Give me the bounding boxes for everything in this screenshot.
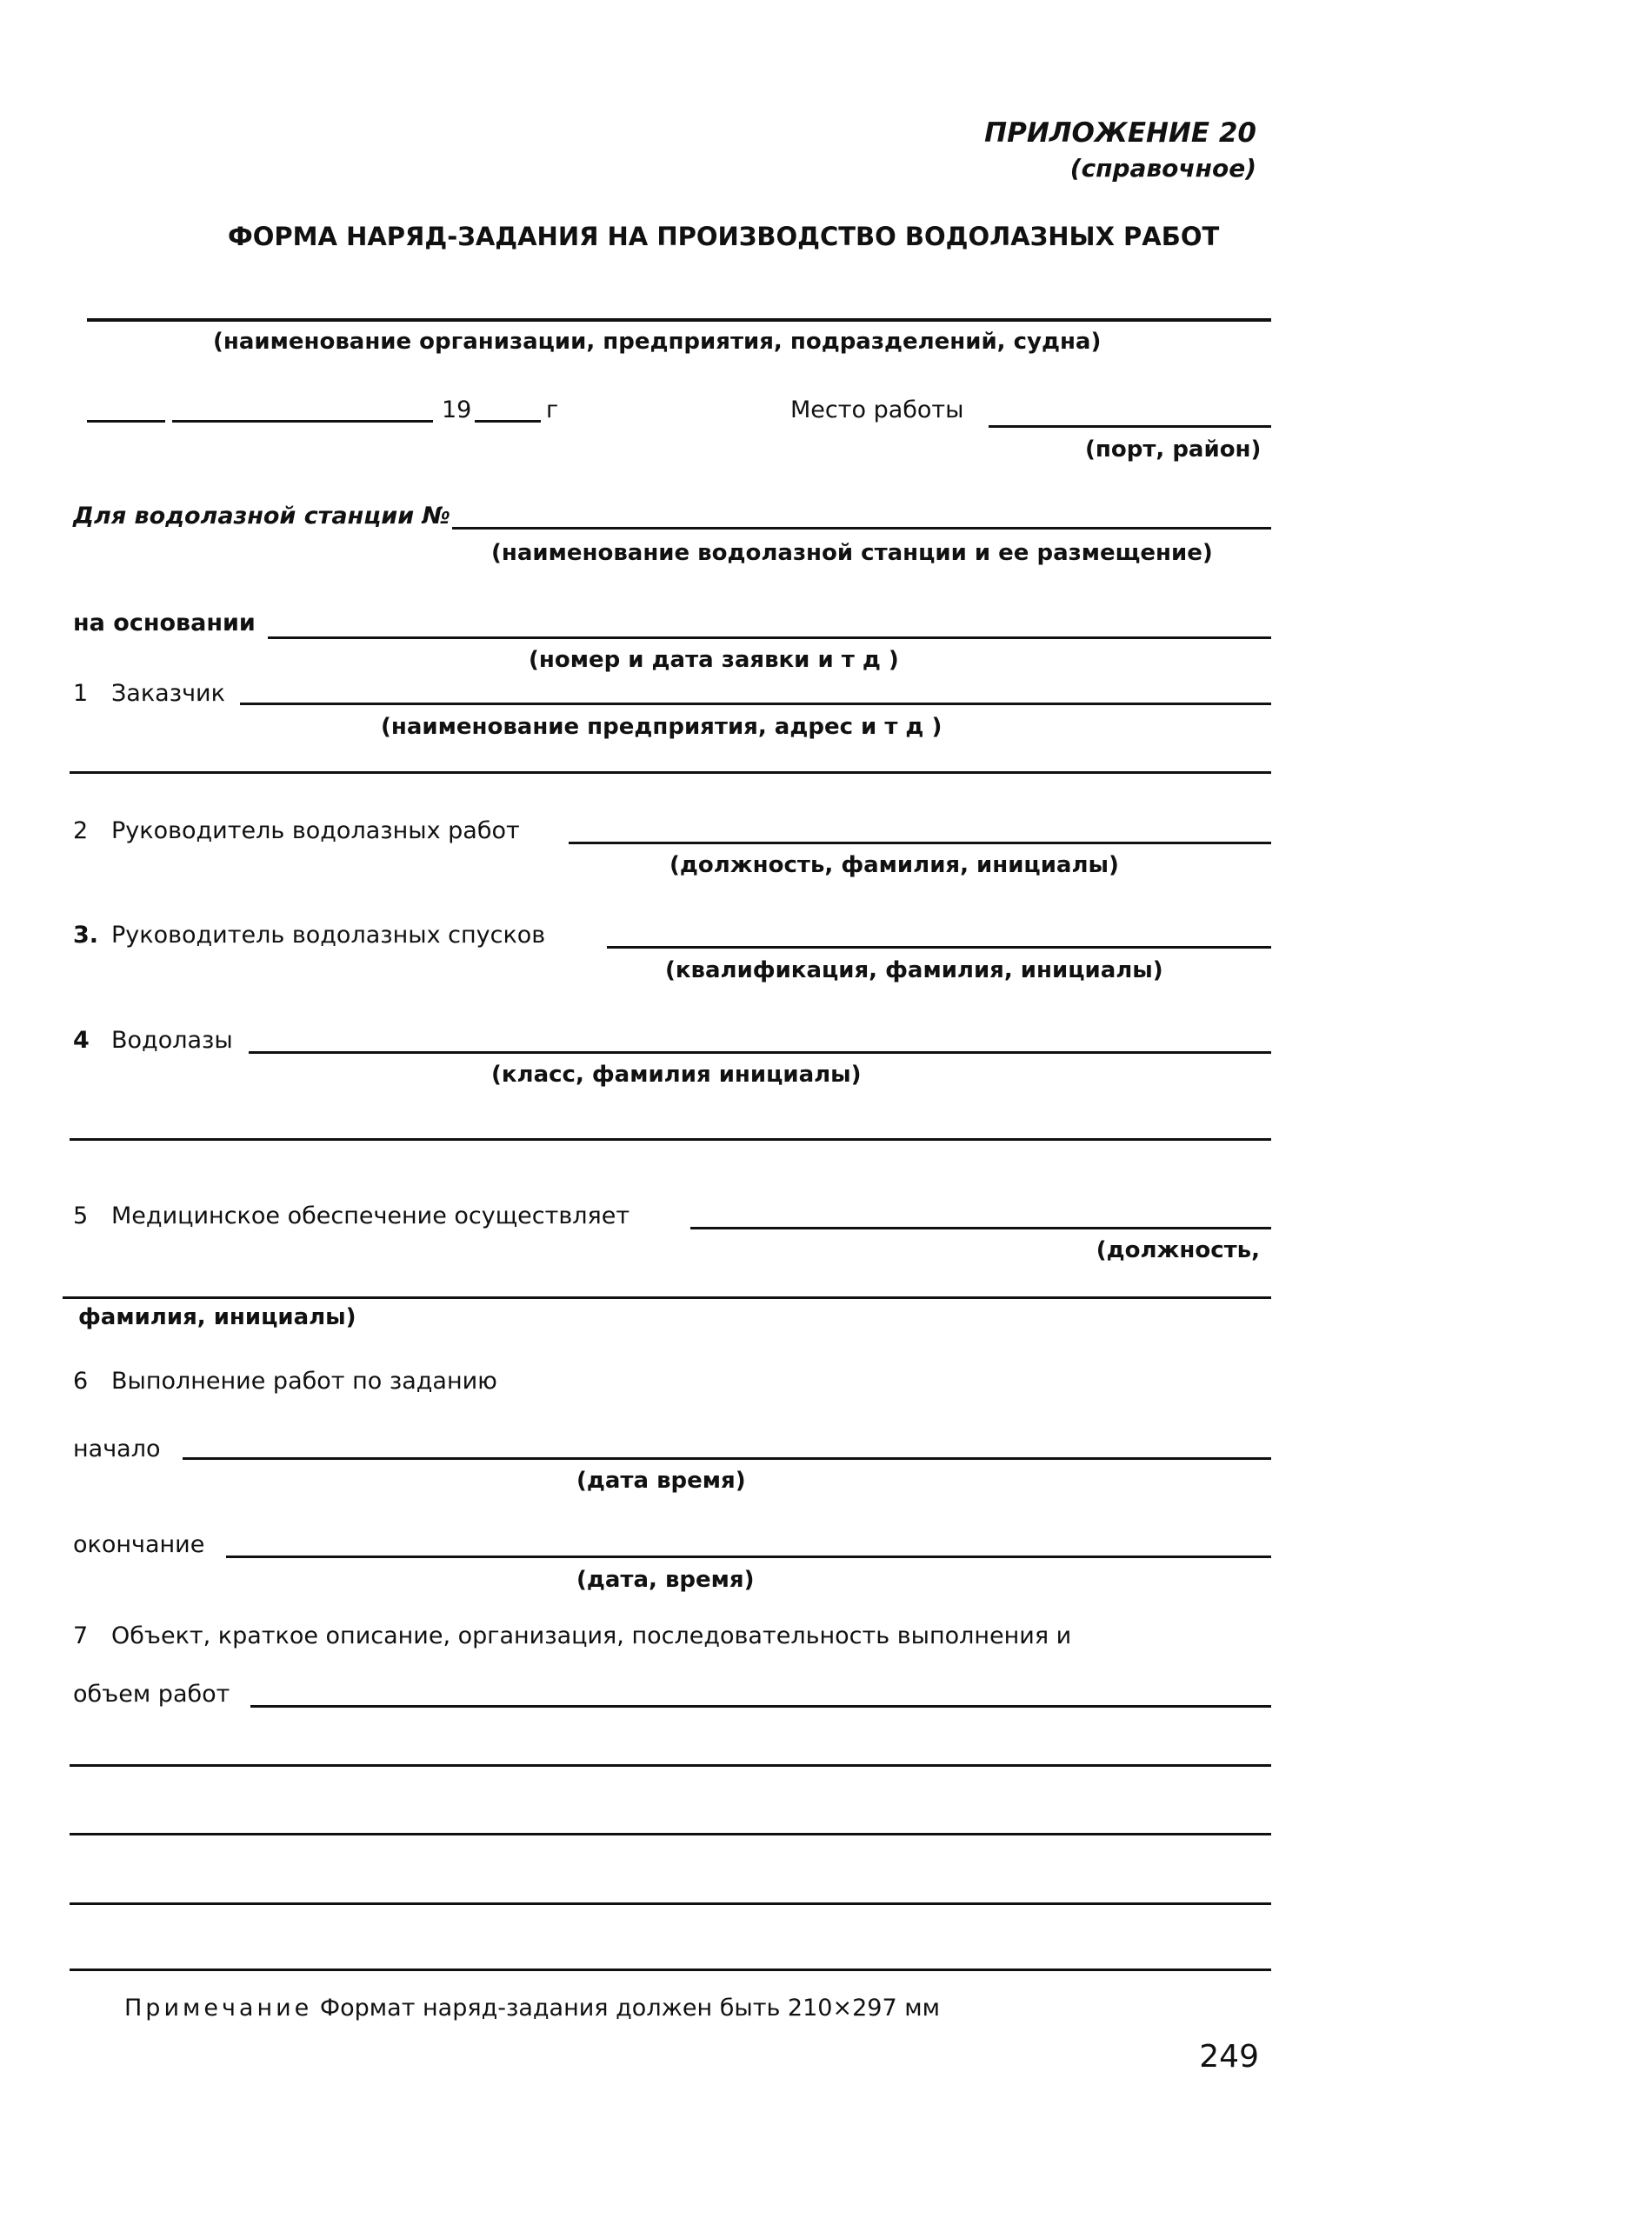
end-caption: (дата, время) <box>576 1567 755 1593</box>
note <box>124 1996 940 2020</box>
customer-field[interactable] <box>240 703 1271 705</box>
note-text: Формат наряд-задания должен быть 210×297 мм <box>319 1995 940 2022</box>
customer-field-continued[interactable] <box>70 771 1271 774</box>
page-number: 249 <box>1199 2039 1259 2075</box>
work-lead-field[interactable] <box>569 842 1271 844</box>
item-3-number: 3. <box>73 922 99 949</box>
station-field[interactable] <box>452 527 1271 530</box>
basis-field[interactable] <box>268 636 1271 639</box>
item-5-number: 5 <box>73 1202 89 1229</box>
descent-lead-field[interactable] <box>607 946 1271 949</box>
place-caption: (порт, район) <box>1085 436 1262 463</box>
object-field-line-3[interactable] <box>70 1833 1271 1835</box>
item-2-number: 2 <box>73 817 89 844</box>
organization-field[interactable] <box>87 318 1271 322</box>
object-label-continued: объем работ <box>73 1681 230 1708</box>
object-field-line-2[interactable] <box>70 1764 1271 1767</box>
divers-field[interactable] <box>249 1051 1271 1054</box>
end-label: окончание <box>73 1531 205 1558</box>
item-4-number: 4 <box>73 1027 90 1054</box>
divers-field-continued[interactable] <box>70 1138 1271 1141</box>
medical-caption-part1: (должность, <box>1096 1237 1260 1263</box>
medical-label: Медицинское обеспечение осуществляет <box>111 1202 630 1229</box>
work-lead-label: Руководитель водолазных работ <box>111 817 520 844</box>
place-label: Место работы <box>790 396 964 423</box>
start-label: начало <box>73 1436 161 1462</box>
divers-label: Водолазы <box>111 1027 233 1054</box>
place-field[interactable] <box>989 425 1271 428</box>
start-caption: (дата время) <box>576 1468 746 1494</box>
day-field[interactable] <box>87 420 165 423</box>
work-lead-caption: (должность, фамилия, инициалы) <box>669 852 1119 878</box>
year-field[interactable] <box>475 420 541 423</box>
object-label: Объект, краткое описание, организация, последовательность выполнения и <box>111 1622 1072 1649</box>
item-1-number: 1 <box>73 680 89 707</box>
year-suffix: г <box>546 396 559 423</box>
station-label: Для водолазной станции № <box>73 503 451 530</box>
medical-field-continued[interactable] <box>63 1296 1271 1299</box>
customer-caption: (наименование предприятия, адрес и т д ) <box>381 714 943 740</box>
annex-title: ПРИЛОЖЕНИЕ 20 <box>984 117 1256 149</box>
note-prefix: Примечание <box>124 1995 313 2022</box>
medical-field[interactable] <box>690 1227 1271 1229</box>
year-prefix: 19 <box>442 396 472 423</box>
medical-caption-part2: фамилия, инициалы) <box>78 1304 356 1330</box>
object-field[interactable] <box>250 1705 1271 1708</box>
station-caption: (наименование водолазной станции и ее размещение) <box>491 540 1213 566</box>
item-7-number: 7 <box>73 1622 89 1649</box>
end-datetime-field[interactable] <box>226 1556 1271 1558</box>
customer-label: Заказчик <box>111 680 225 707</box>
organization-caption: (наименование организации, предприятия, подразделений, судна) <box>213 329 1102 355</box>
divers-caption: (класс, фамилия инициалы) <box>491 1062 862 1088</box>
start-datetime-field[interactable] <box>183 1457 1271 1460</box>
object-field-line-4[interactable] <box>70 1902 1271 1905</box>
month-field[interactable] <box>172 420 433 423</box>
descent-lead-caption: (квалификация, фамилия, инициалы) <box>665 957 1163 983</box>
basis-caption: (номер и дата заявки и т д ) <box>529 647 899 673</box>
basis-label: на основании <box>73 610 256 636</box>
execution-label: Выполнение работ по заданию <box>111 1368 497 1395</box>
descent-lead-label: Руководитель водолазных спусков <box>111 922 546 949</box>
annex-subtitle: (справочное) <box>1069 154 1256 183</box>
form-title: ФОРМА НАРЯД-ЗАДАНИЯ НА ПРОИЗВОДСТВО ВОДОЛАЗНЫХ РАБОТ <box>228 222 1220 251</box>
item-6-number: 6 <box>73 1368 89 1395</box>
object-field-line-5[interactable] <box>70 1969 1271 1971</box>
